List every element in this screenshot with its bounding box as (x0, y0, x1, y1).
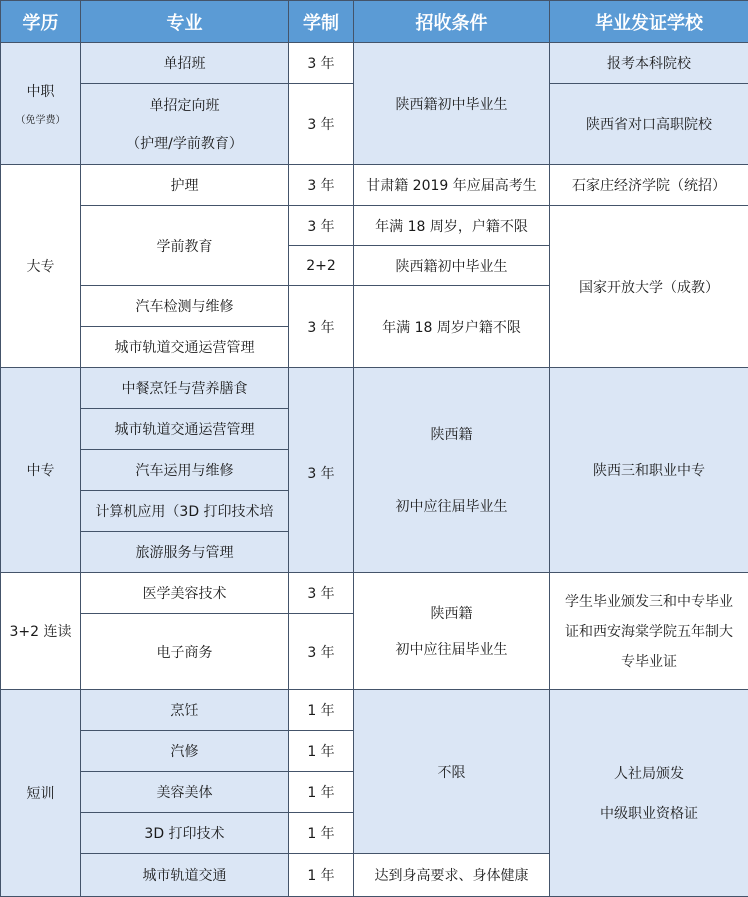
requirement-cell: 陕西籍初中毕业生 (354, 246, 550, 286)
school-cell: 石家庄经济学院（统招） (550, 165, 748, 206)
duration-cell: 3 年 (289, 573, 354, 614)
requirement-cell: 达到身高要求、身体健康 (354, 854, 550, 897)
school-cell: 国家开放大学（成教） (550, 206, 748, 368)
duration-cell: 1 年 (289, 772, 354, 813)
major-label: 单招定向班 (85, 95, 284, 115)
level-cell: 中专 (1, 368, 81, 573)
major-cell: 学前教育 (81, 206, 289, 286)
school-cell (550, 690, 748, 897)
duration-cell: 3 年 (289, 614, 354, 690)
school-line: 证和西安海棠学院五年制大 (554, 621, 744, 641)
major-cell: 电子商务 (81, 614, 289, 690)
major-cell: 城市轨道交通 (81, 854, 289, 897)
requirement-line: 初中应往届毕业生 (358, 496, 545, 516)
duration-cell: 3 年 (289, 206, 354, 246)
major-cell: 烹饪 (81, 690, 289, 731)
header-education: 学历 (1, 1, 81, 43)
duration-cell: 1 年 (289, 731, 354, 772)
major-cell: 城市轨道交通运营管理 (81, 327, 289, 368)
major-cell: 中餐烹饪与营养膳食 (81, 368, 289, 409)
table-row (1, 573, 748, 614)
requirement-line: 初中应往届毕业生 (358, 639, 545, 659)
table-row (1, 368, 748, 409)
school-line: 人社局颁发 (554, 763, 744, 783)
school-cell: 陕西三和职业中专 (550, 368, 748, 573)
school-cell (550, 573, 748, 690)
requirement-cell: 陕西籍初中毕业生 (354, 43, 550, 165)
major-cell (81, 84, 289, 165)
school-line: 专毕业证 (554, 651, 744, 671)
duration-cell: 3 年 (289, 84, 354, 165)
table-row (1, 690, 748, 731)
header-requirements: 招收条件 (354, 1, 550, 43)
major-cell: 3D 打印技术 (81, 813, 289, 854)
school-cell: 报考本科院校 (550, 43, 748, 84)
level-cell: 短训 (1, 690, 81, 897)
duration-cell: 3 年 (289, 165, 354, 206)
major-cell: 汽车运用与维修 (81, 450, 289, 491)
level-cell: 大专 (1, 165, 81, 368)
requirement-cell (354, 573, 550, 690)
duration-cell: 1 年 (289, 690, 354, 731)
table-row (1, 206, 748, 246)
duration-cell: 3 年 (289, 43, 354, 84)
duration-cell: 3 年 (289, 286, 354, 368)
requirement-line: 陕西籍 (358, 603, 545, 623)
requirement-cell: 年满 18 周岁户籍不限 (354, 286, 550, 368)
school-cell: 陕西省对口高职院校 (550, 84, 748, 165)
school-line: 学生毕业颁发三和中专毕业 (554, 591, 744, 611)
major-cell: 医学美容技术 (81, 573, 289, 614)
table-row (1, 43, 748, 84)
major-cell: 汽修 (81, 731, 289, 772)
header-row (1, 1, 748, 43)
duration-cell: 1 年 (289, 813, 354, 854)
level-cell (1, 43, 81, 165)
level-label: 中职 (27, 84, 55, 100)
major-cell: 单招班 (81, 43, 289, 84)
duration-cell: 1 年 (289, 854, 354, 897)
requirement-cell: 年满 18 周岁，户籍不限 (354, 206, 550, 246)
header-certificate-school: 毕业发证学校 (550, 1, 748, 43)
major-cell: 城市轨道交通运营管理 (81, 409, 289, 450)
table-row (1, 165, 748, 206)
requirement-line: 陕西籍 (358, 424, 545, 444)
major-cell: 汽车检测与维修 (81, 286, 289, 327)
major-cell: 美容美体 (81, 772, 289, 813)
major-sublabel: （护理/学前教育） (85, 133, 284, 153)
major-cell: 护理 (81, 165, 289, 206)
level-cell: 3+2 连读 (1, 573, 81, 690)
level-note: （免学费） (5, 111, 76, 126)
requirement-cell (354, 368, 550, 573)
major-cell: 旅游服务与管理 (81, 532, 289, 573)
duration-cell: 2+2 (289, 246, 354, 286)
major-cell: 计算机应用（3D 打印技术培 (81, 491, 289, 532)
header-duration: 学制 (289, 1, 354, 43)
requirement-cell: 甘肃籍 2019 年应届高考生 (354, 165, 550, 206)
header-major: 专业 (81, 1, 289, 43)
school-line: 中级职业资格证 (554, 803, 744, 823)
duration-cell: 3 年 (289, 368, 354, 573)
requirement-cell: 不限 (354, 690, 550, 854)
